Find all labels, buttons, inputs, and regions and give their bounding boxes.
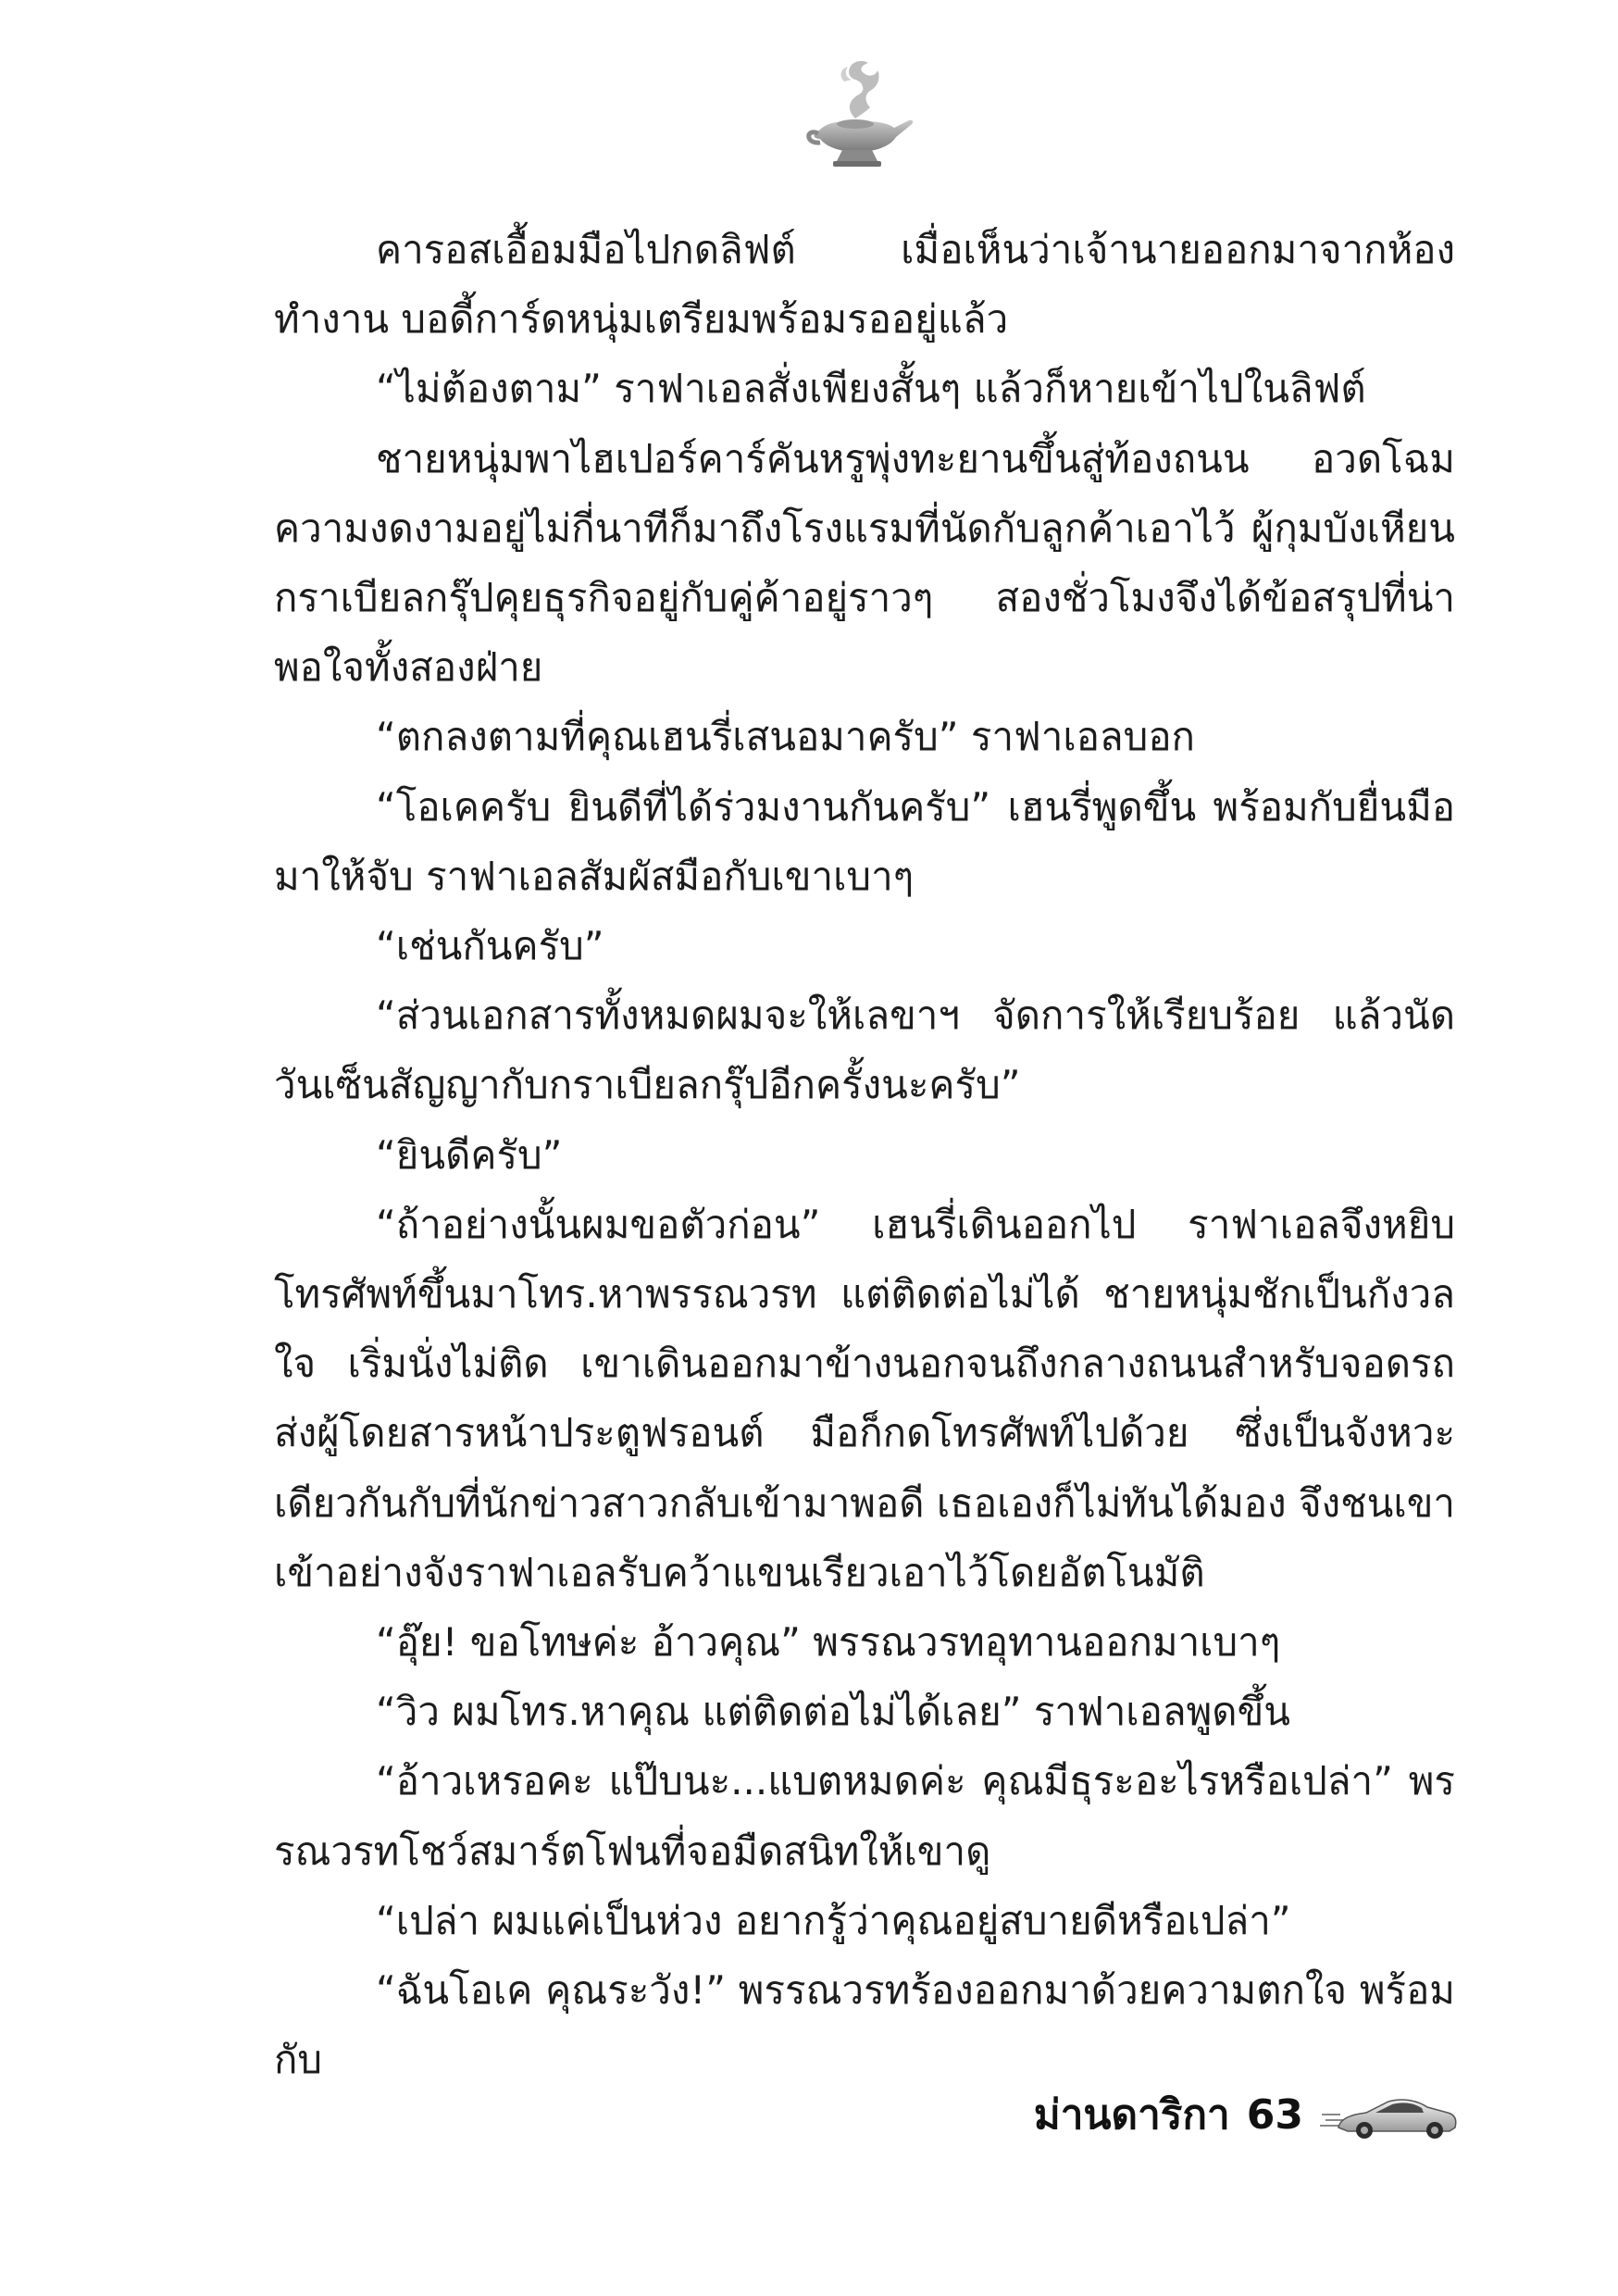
paragraph: คารอสเอื้อมมือไปกดลิฟต์ เมื่อเห็นว่าเจ้านายออกมาจากห้องทำงาน บอดี้การ์ดหนุ่มเตรียมพร้อมรออยู่แล้ว	[274, 227, 1455, 343]
paragraph: “เช่นกันครับ”	[376, 923, 604, 969]
running-title: ม่านดาริกา	[1033, 2091, 1230, 2139]
paragraph: “ฉันโอเค คุณระวัง!” พรรณวรทร้องออกมาด้วยความตกใจ พร้อมกับ	[274, 1967, 1455, 2083]
paragraph: “อ้าวเหรอคะ แป๊บนะ...แบตหมดค่ะ คุณมีธุระอะไรหรือเปล่า” พรรณวรทโชว์สมาร์ตโฟนที่จอมืดสนิทให้เขาดู	[274, 1758, 1455, 1874]
paragraph: “ไม่ต้องตาม” ราฟาเอลสั่งเพียงสั้นๆ แล้วก็หายเข้าไปในลิฟต์	[376, 366, 1366, 412]
page-number: 63	[1246, 2090, 1303, 2139]
paragraph: “วิว ผมโทร.หาคุณ แต่ติดต่อไม่ได้เลย” ราฟาเอลพูดขึ้น	[376, 1689, 1290, 1735]
body-text	[274, 215, 1455, 2094]
paragraph: ชายหนุ่มพาไฮเปอร์คาร์คันหรูพุ่งทะยานขึ้นสู่ท้องถนน อวดโฉมความงดงามอยู่ไม่กี่นาทีก็มาถึงโรงแรมที่นัดกับลูกค้าเอาไว้ ผู้กุมบังเหียนกราเบียลกรุ๊ปคุยธุรกิจอยู่กับคู่ค้าอยู่ราวๆ สองชั่วโมงจึงได้ข้อสรุปที่น่าพอใจทั้งสองฝ่าย	[274, 435, 1455, 691]
sports-car-icon	[1320, 2087, 1459, 2142]
paragraph: “ส่วนเอกสารทั้งหมดผมจะให้เลขาฯ จัดการให้เรียบร้อย แล้วนัดวันเซ็นสัญญากับกราเบียลกรุ๊ปอีกครั้งนะครับ”	[274, 992, 1455, 1108]
paragraph: “โอเคครับ ยินดีที่ได้ร่วมงานกันครับ” เฮนรี่พูดขึ้น พร้อมกับยื่นมือมาให้จับ ราฟาเอลสัมผัสมือกับเขาเบาๆ	[274, 783, 1455, 899]
paragraph: “อุ๊ย! ขอโทษค่ะ อ้าวคุณ” พรรณวรทอุทานออกมาเบาๆ	[376, 1619, 1281, 1666]
paragraph: “ยินดีครับ”	[376, 1131, 563, 1178]
paragraph: “ถ้าอย่างนั้นผมขอตัวก่อน” เฮนรี่เดินออกไป ราฟาเอลจึงหยิบโทรศัพท์ขึ้นมาโทร.หาพรรณวรท แต่ติดต่อไม่ได้ ชายหนุ่มชักเป็นกังวลใจ เริ่มนั่งไม่ติด เขาเดินออกมาข้างนอกจนถึงกลางถนนสำหรับจอดรถส่งผู้โดยสารหน้าประตูฟรอนต์ มือก็กดโทรศัพท์ไปด้วย ซึ่งเป็นจังหวะเดียวกันกับที่นักข่าวสาวกลับเข้ามาพอดี เธอเองก็ไม่ทันได้มอง จึงชนเขาเข้าอย่างจังราฟาเอลรับคว้าแขนเรียวเอาไว้โดยอัตโนมัติ	[274, 1201, 1455, 1595]
genie-lamp-icon	[798, 54, 918, 174]
paragraph: “ตกลงตามที่คุณเฮนรี่เสนอมาครับ” ราฟาเอลบอก	[376, 714, 1195, 760]
page-footer	[1034, 2078, 1459, 2152]
paragraph: “เปล่า ผมแค่เป็นห่วง อยากรู้ว่าคุณอยู่สบายดีหรือเปล่า”	[376, 1897, 1291, 1943]
